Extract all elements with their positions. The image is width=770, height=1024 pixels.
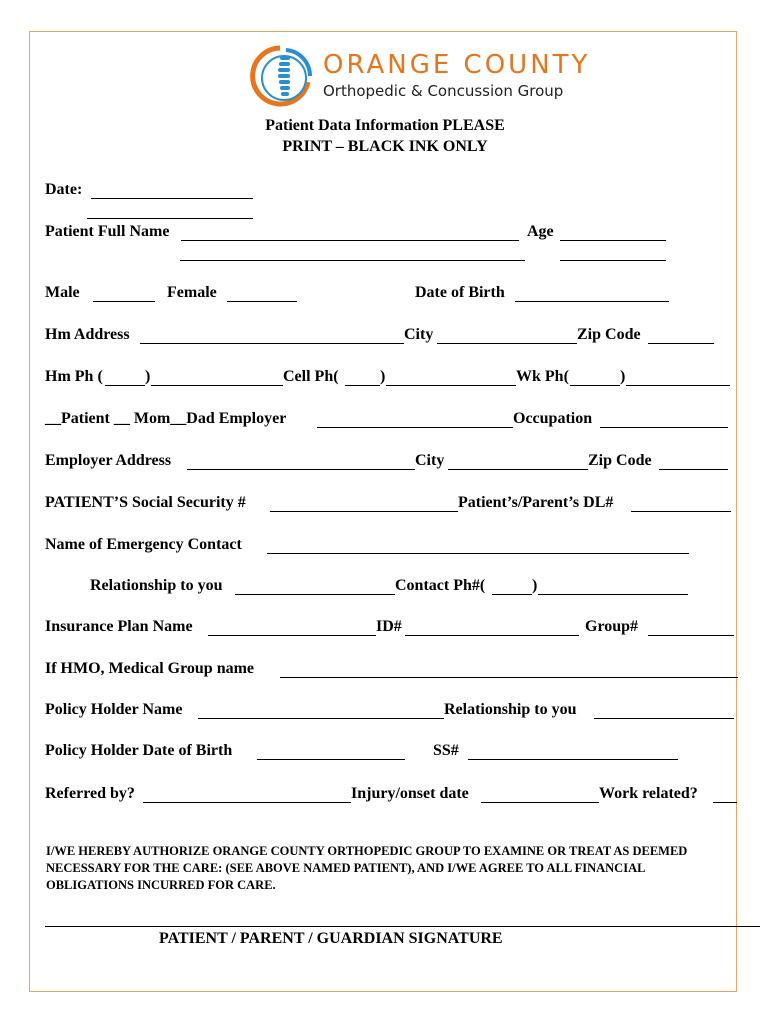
employer-address-row [45,452,745,472]
occupation-label: Occupation [513,410,593,427]
hm-ph-label: Hm Ph ( [45,368,103,385]
policy-holder-field[interactable] [198,701,444,719]
policy-dob-row [45,742,745,762]
contact-ph-paren: ) [532,577,538,594]
wk-ph-paren: ) [620,368,626,385]
wk-ph-field[interactable] [626,368,730,386]
hm-address-field[interactable] [140,326,404,344]
relationship-field[interactable] [235,577,395,595]
policy-rel-label: Relationship to you [444,701,577,718]
patient-name-row [45,223,745,243]
cell-ph-area-field[interactable] [345,368,380,386]
contact-ph-field[interactable] [538,577,688,595]
city-field[interactable] [437,326,577,344]
injury-field[interactable] [481,785,599,803]
id-field[interactable] [405,618,579,636]
insurance-field[interactable] [208,618,376,636]
hm-ph-field[interactable] [151,368,283,386]
wk-ph-label: Wk Ph( [516,368,569,385]
referred-field[interactable] [143,785,351,803]
emergency-row [45,536,745,556]
policy-holder-row [45,701,745,721]
spine-logo-icon [250,42,320,112]
employer-city-label: City [415,452,445,469]
injury-label: Injury/onset date [351,785,469,802]
insurance-label: Insurance Plan Name [45,618,193,635]
ss-field[interactable] [468,742,678,760]
logo [250,42,591,112]
logo-subtitle: Orthopedic & Concussion Group [323,82,564,100]
relationship-label: Relationship to you [90,577,223,594]
signature-label: PATIENT / PARENT / GUARDIAN SIGNATURE [159,930,503,947]
contact-ph-area-field[interactable] [492,577,532,595]
employer-address-label: Employer Address [45,452,172,469]
id-label: ID# [376,618,402,635]
employer-zip-field[interactable] [659,452,728,470]
hm-address-label: Hm Address [45,326,130,343]
work-related-label: Work related? [599,785,698,802]
cell-ph-field[interactable] [386,368,516,386]
form-title-line1: Patient Data Information PLEASE [265,117,505,134]
work-related-field[interactable] [713,785,737,803]
date-row [45,181,745,201]
zip-field[interactable] [648,326,714,344]
patient-name-field[interactable] [181,223,519,241]
patient-name-label: Patient Full Name [45,223,170,240]
policy-holder-label: Policy Holder Name [45,701,183,718]
insurance-row [45,618,745,638]
employer-zip-label: Zip Code [588,452,652,469]
employer-address-field[interactable] [187,452,415,470]
city-label: City [404,326,434,343]
home-address-row [45,326,745,346]
hmo-field[interactable] [280,660,738,678]
male-label: Male [45,284,80,301]
emergency-label: Name of Emergency Contact [45,536,242,553]
dob-field[interactable] [515,284,669,302]
dl-label: Patient’s/Parent’s DL# [458,494,614,511]
female-label: Female [167,284,217,301]
cell-ph-label: Cell Ph( [283,368,339,385]
group-label: Group# [585,618,639,635]
wk-ph-area-field[interactable] [570,368,620,386]
zip-label: Zip Code [577,326,641,343]
dl-field[interactable] [631,494,731,512]
name-extra-line [87,201,253,219]
patient-name-line2 [180,243,525,261]
date-label: Date: [45,181,83,198]
hm-ph-paren: ) [145,368,151,385]
employer-city-field[interactable] [448,452,588,470]
age-field[interactable] [560,223,666,241]
cell-ph-paren: ) [380,368,386,385]
contact-ph-label: Contact Ph#( [395,577,486,594]
authorization-text: I/WE HEREBY AUTHORIZE ORANGE COUNTY ORTHOPEDIC GROUP TO EXAMINE OR TREAT AS DEEMED NECESSARY FOR THE CARE: (SEE ABOVE NAMED PATIENT), AND I/WE AGREE TO ALL FINANCIAL OBLIGATIONS INCURRED FOR CARE. [46,844,688,892]
employer-field[interactable] [317,410,513,428]
occupation-field[interactable] [600,410,728,428]
employer-row [45,410,745,430]
form-title-line2: PRINT – BLACK INK ONLY [282,138,488,155]
ss-label: SS# [433,742,459,759]
hm-ph-area-field[interactable] [105,368,145,386]
relationship-row [45,577,745,597]
referred-label: Referred by? [45,785,135,802]
female-field[interactable] [227,284,297,302]
dob-label: Date of Birth [415,284,505,301]
emergency-field[interactable] [267,536,689,554]
referred-row [45,785,745,805]
age-label: Age [527,223,554,240]
sex-dob-row [45,284,745,304]
ssn-field[interactable] [270,494,458,512]
ssn-row [45,494,745,514]
phone-row [45,368,745,388]
hmo-label: If HMO, Medical Group name [45,660,255,677]
policy-dob-field[interactable] [257,742,405,760]
age-line2 [560,243,666,261]
hmo-row [45,660,745,680]
employer-label: __Patient __ Mom__Dad Employer [45,410,287,427]
group-field[interactable] [648,618,734,636]
policy-dob-label: Policy Holder Date of Birth [45,742,233,759]
male-field[interactable] [93,284,155,302]
logo-title: ORANGE COUNTY [323,50,591,80]
signature-line[interactable] [45,926,760,927]
date-field[interactable] [91,181,253,199]
policy-rel-field[interactable] [594,701,734,719]
ssn-label: PATIENT’S Social Security # [45,494,246,511]
